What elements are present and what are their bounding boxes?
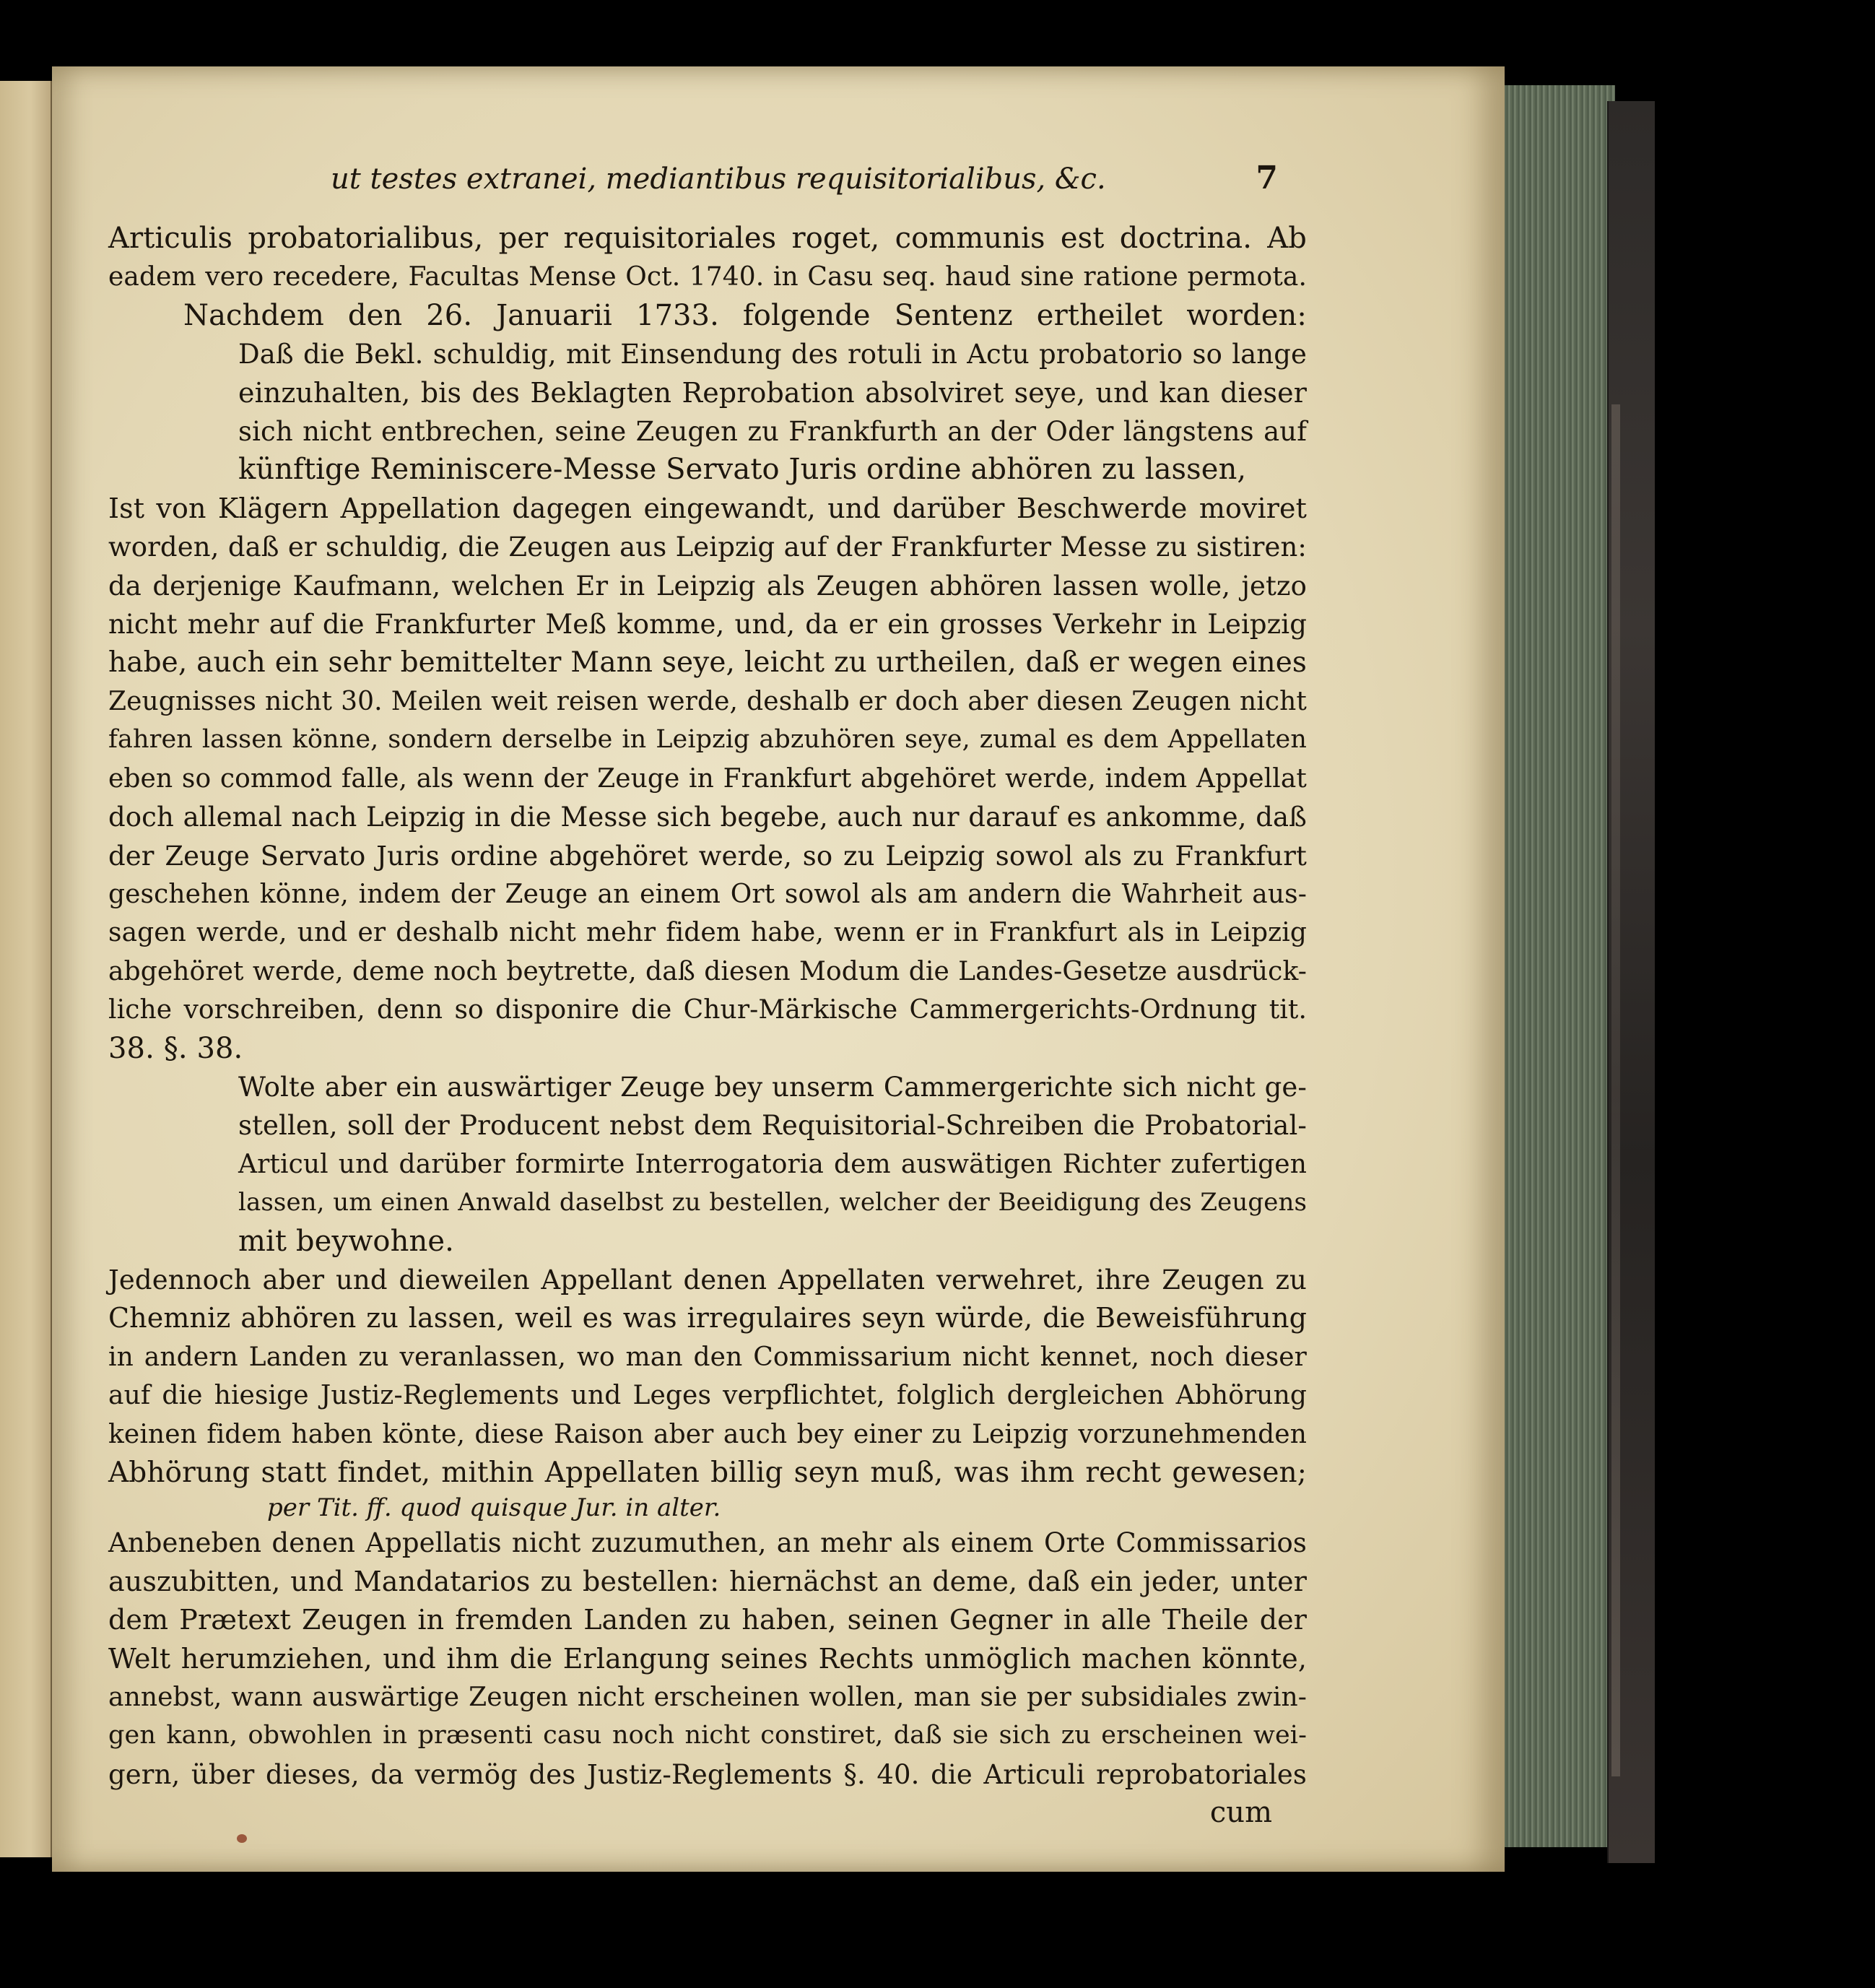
text-line: da derjenige Kaufmann, welchen Er in Leipzig als Zeugen abhören lassen wolle, jetzo <box>108 570 1307 602</box>
page-number: 7 <box>1256 160 1278 196</box>
text-line: auf die hiesige Justiz-Reglements und Leges verpflichtet, folglich dergleichen Abhörung <box>108 1381 1307 1411</box>
text-line: Abhörung statt findet, mithin Appellaten billig seyn muß, was ihm recht gewesen; <box>108 1457 1307 1489</box>
catchword: cum <box>1209 1796 1272 1830</box>
text-line: Ist von Klägern Appellation dagegen eingewandt, und darüber Beschwerde moviret <box>108 492 1307 524</box>
citation-line: per Tit. ff. quod quisque Jur. in alter. <box>267 1493 721 1523</box>
text-line: annebst, wann auswärtige Zeugen nicht erscheinen wollen, man sie per subsidiales zwin- <box>108 1683 1307 1713</box>
page-stack-edge <box>1497 85 1615 1847</box>
text-line: gen kann, obwohlen in præsenti casu noch nicht constiret, daß sie sich zu erscheinen wei- <box>108 1721 1307 1750</box>
page-text <box>108 159 1307 1830</box>
quote-line: Daß die Bekl. schuldig, mit Einsendung des rotuli in Actu probatorio so lange <box>238 339 1307 370</box>
text-line: sagen werde, und er deshalb nicht mehr fidem habe, wenn er in Frankfurt als in Leipzig <box>108 918 1307 948</box>
text-line: habe, auch ein sehr bemittelter Mann seye, leicht zu urtheilen, daß er wegen eines <box>108 646 1307 680</box>
text-line: Anbeneben denen Appellatis nicht zuzumuthen, an mehr als einem Orte Commissarios <box>108 1527 1307 1559</box>
text-line: 38. §. 38. <box>108 1031 243 1065</box>
text-line: auszubitten, und Mandatarios zu bestellen: hiernächst an deme, daß ein jeder, unter <box>108 1565 1307 1597</box>
quote-line: stellen, soll der Producent nebst dem Requisitorial-Schreiben die Probatorial- <box>238 1110 1307 1142</box>
quote-line: Articul und darüber formirte Interrogatoria dem auswätigen Richter zufertigen <box>238 1149 1307 1179</box>
cover-highlight <box>1611 404 1620 1776</box>
text-line: eben so commod falle, als wenn der Zeuge in Frankfurt abgehöret werde, indem Appellat <box>108 763 1307 794</box>
quote-line: sich nicht entbrechen, seine Zeugen zu Frankfurth an der Oder längstens auf <box>238 416 1307 448</box>
text-line: liche vorschreiben, denn so disponire die Chur-Märkische Cammergerichts-Ordnung tit. <box>108 995 1307 1025</box>
text-line: Jedennoch aber und dieweilen Appellant denen Appellaten verwehret, ihre Zeugen zu <box>108 1264 1307 1295</box>
text-line: in andern Landen zu veranlassen, wo man den Commissarium nicht kennet, noch dieser <box>108 1342 1307 1372</box>
running-title: ut testes extranei, mediantibus requisitorialibus, &c. <box>331 162 1106 196</box>
text-line: Chemniz abhören zu lassen, weil es was irregulaires seyn würde, die Beweisführung <box>108 1302 1307 1334</box>
text-line: Articulis probatorialibus, per requisitoriales roget, communis est doctrina. Ab <box>108 222 1307 255</box>
quote-line: Wolte aber ein auswärtiger Zeuge bey unserm Cammergerichte sich nicht ge- <box>238 1071 1307 1103</box>
text-line: dem Prætext Zeugen in fremden Landen zu haben, seinen Gegner in alle Theile der <box>108 1604 1307 1636</box>
text-line: geschehen könne, indem der Zeuge an einem Ort sowol als am andern die Wahrheit aus- <box>108 879 1307 909</box>
text-line: eadem vero recedere, Facultas Mense Oct. 1740. in Casu seq. haud sine ratione permota. <box>108 262 1307 292</box>
text-line: keinen fidem haben könte, diese Raison aber auch bey einer zu Leipzig vorzunehmenden <box>108 1419 1307 1449</box>
text-line: der Zeuge Servato Juris ordine abgehöret werde, so zu Leipzig sowol als zu Frankfurt <box>108 840 1307 872</box>
text-line: nicht mehr auf die Frankfurter Meß komme, und, da er ein grosses Verkehr in Leipzig <box>108 609 1307 641</box>
quote-line: mit beywohne. <box>238 1224 454 1258</box>
quote-line: lassen, um einen Anwald daselbst zu bestellen, welcher der Beeidigung des Zeugens <box>238 1188 1307 1217</box>
quote-line: künftige Reminiscere-Messe Servato Juris ordine abhören zu lassen, <box>238 453 1247 487</box>
text-line: doch allemal nach Leipzig in die Messe sich begebe, auch nur darauf es ankomme, daß <box>108 802 1307 833</box>
text-line: abgehöret werde, deme noch beytrette, daß diesen Modum die Landes-Gesetze ausdrück- <box>108 956 1307 986</box>
text-line: Zeugnisses nicht 30. Meilen weit reisen werde, deshalb er doch aber diesen Zeugen nicht <box>108 686 1307 716</box>
ink-stain <box>237 1834 247 1843</box>
text-line: Welt herumziehen, und ihm die Erlangung seines Rechts unmöglich machen könnte, <box>108 1642 1307 1675</box>
text-line: fahren lassen könne, sondern derselbe in Leipzig abzuhören seye, zumal es dem Appellaten <box>108 725 1307 755</box>
quote-line: einzuhalten, bis des Beklagten Reprobation absolviret seye, und kan dieser <box>238 376 1307 409</box>
left-page-edge <box>0 81 52 1857</box>
text-line: worden, daß er schuldig, die Zeugen aus Leipzig auf der Frankfurter Messe zu sistiren: <box>108 531 1307 563</box>
text-line: gern, über dieses, da vermög des Justiz-Reglements §. 40. die Articuli reprobatoriales <box>108 1758 1307 1790</box>
text-line: Nachdem den 26. Januarii 1733. folgende Sentenz ertheilet worden: <box>183 298 1307 332</box>
running-header <box>108 159 1307 220</box>
